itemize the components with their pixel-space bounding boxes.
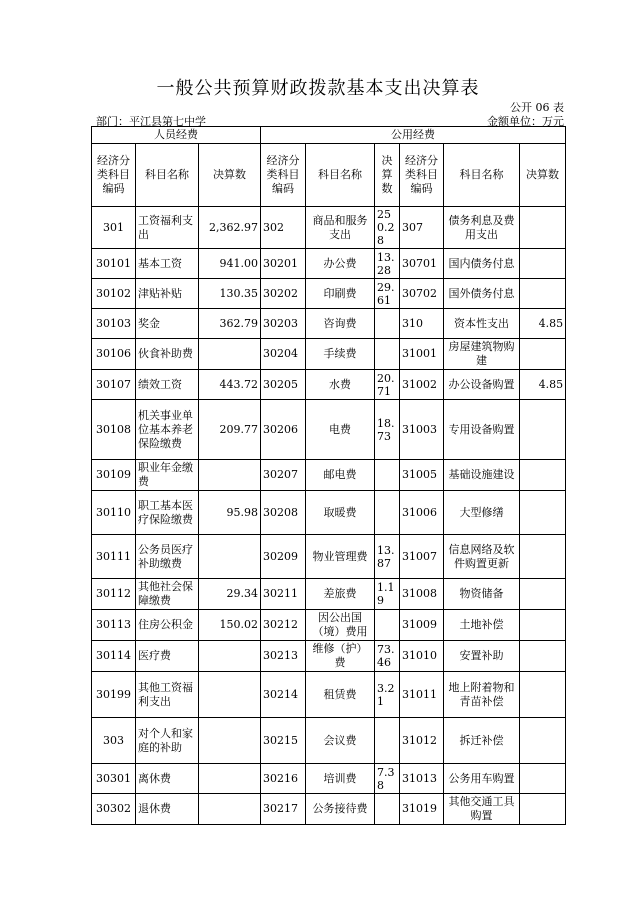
cell-amount-2: 7.38 bbox=[375, 764, 400, 794]
section-public: 公用经费 bbox=[261, 127, 566, 144]
table-row bbox=[92, 339, 566, 370]
cell-name-2: 会议费 bbox=[306, 718, 375, 764]
cell-amount-3: 4.85 bbox=[520, 370, 566, 400]
cell-amount-2 bbox=[375, 309, 400, 339]
cell-name-1: 职工基本医疗保险缴费 bbox=[136, 491, 199, 535]
header-code-3: 经济分类科目编码 bbox=[400, 144, 444, 207]
table-row bbox=[92, 460, 566, 491]
cell-name-1: 基本工资 bbox=[136, 249, 199, 279]
header-name-3: 科目名称 bbox=[444, 144, 520, 207]
cell-name-3: 国外债务付息 bbox=[444, 279, 520, 309]
cell-amount-1: 29.34 bbox=[199, 579, 261, 610]
cell-code-3: 307 bbox=[400, 207, 444, 249]
cell-amount-1 bbox=[199, 641, 261, 672]
cell-amount-1: 95.98 bbox=[199, 491, 261, 535]
cell-code-1: 30111 bbox=[92, 535, 136, 579]
cell-name-1: 离休费 bbox=[136, 764, 199, 794]
cell-amount-2: 3.21 bbox=[375, 672, 400, 718]
cell-name-2: 培训费 bbox=[306, 764, 375, 794]
cell-name-3: 拆迁补偿 bbox=[444, 718, 520, 764]
table-row bbox=[92, 491, 566, 535]
page-title: 一般公共预算财政拨款基本支出决算表 bbox=[156, 78, 480, 99]
table-row bbox=[92, 249, 566, 279]
cell-amount-1: 130.35 bbox=[199, 279, 261, 309]
cell-code-1: 30101 bbox=[92, 249, 136, 279]
cell-amount-3 bbox=[520, 339, 566, 370]
cell-amount-1: 2,362.97 bbox=[199, 207, 261, 249]
table-row bbox=[92, 764, 566, 794]
cell-code-1: 30103 bbox=[92, 309, 136, 339]
cell-code-3: 31006 bbox=[400, 491, 444, 535]
cell-code-1: 301 bbox=[92, 207, 136, 249]
table-row bbox=[92, 370, 566, 400]
cell-name-1: 伙食补助费 bbox=[136, 339, 199, 370]
cell-code-1: 30106 bbox=[92, 339, 136, 370]
cell-code-3: 310 bbox=[400, 309, 444, 339]
cell-name-2: 差旅费 bbox=[306, 579, 375, 610]
cell-code-3: 31003 bbox=[400, 400, 444, 460]
cell-code-1: 30109 bbox=[92, 460, 136, 491]
cell-code-3: 30702 bbox=[400, 279, 444, 309]
cell-name-2: 租赁费 bbox=[306, 672, 375, 718]
cell-amount-3 bbox=[520, 207, 566, 249]
cell-name-3: 专用设备购置 bbox=[444, 400, 520, 460]
cell-amount-3 bbox=[520, 672, 566, 718]
cell-name-3: 地上附着物和青苗补偿 bbox=[444, 672, 520, 718]
department-label: 部门：平江县第七中学 bbox=[96, 115, 206, 128]
cell-name-3: 资本性支出 bbox=[444, 309, 520, 339]
cell-amount-3 bbox=[520, 718, 566, 764]
cell-name-3: 房屋建筑物购建 bbox=[444, 339, 520, 370]
cell-amount-1 bbox=[199, 764, 261, 794]
cell-name-3: 安置补助 bbox=[444, 641, 520, 672]
cell-code-3: 31005 bbox=[400, 460, 444, 491]
cell-name-1: 公务员医疗补助缴费 bbox=[136, 535, 199, 579]
table-row bbox=[92, 672, 566, 718]
cell-name-2: 物业管理费 bbox=[306, 535, 375, 579]
cell-code-3: 31002 bbox=[400, 370, 444, 400]
cell-code-2: 30203 bbox=[261, 309, 306, 339]
cell-amount-1: 209.77 bbox=[199, 400, 261, 460]
cell-name-1: 津贴补贴 bbox=[136, 279, 199, 309]
table-row bbox=[92, 718, 566, 764]
cell-code-2: 30204 bbox=[261, 339, 306, 370]
cell-amount-3 bbox=[520, 279, 566, 309]
cell-name-1: 奖金 bbox=[136, 309, 199, 339]
cell-amount-1: 362.79 bbox=[199, 309, 261, 339]
cell-code-1: 30301 bbox=[92, 764, 136, 794]
cell-code-3: 31008 bbox=[400, 579, 444, 610]
cell-amount-1 bbox=[199, 718, 261, 764]
cell-code-2: 30215 bbox=[261, 718, 306, 764]
unit-label: 金额单位：万元 bbox=[487, 115, 564, 128]
cell-amount-3 bbox=[520, 400, 566, 460]
cell-name-2: 印刷费 bbox=[306, 279, 375, 309]
cell-amount-2: 20.71 bbox=[375, 370, 400, 400]
cell-name-3: 其他交通工具购置 bbox=[444, 794, 520, 825]
cell-amount-3 bbox=[520, 491, 566, 535]
cell-amount-2: 1.19 bbox=[375, 579, 400, 610]
cell-code-3: 31019 bbox=[400, 794, 444, 825]
cell-amount-3 bbox=[520, 641, 566, 672]
cell-name-2: 公务接待费 bbox=[306, 794, 375, 825]
section-personnel: 人员经费 bbox=[92, 127, 261, 144]
cell-amount-2: 13.28 bbox=[375, 249, 400, 279]
cell-name-1: 医疗费 bbox=[136, 641, 199, 672]
cell-code-2: 30212 bbox=[261, 610, 306, 641]
table-body bbox=[92, 207, 566, 825]
cell-code-3: 31012 bbox=[400, 718, 444, 764]
cell-name-1: 工资福利支出 bbox=[136, 207, 199, 249]
cell-code-2: 30207 bbox=[261, 460, 306, 491]
cell-amount-1: 150.02 bbox=[199, 610, 261, 641]
cell-code-2: 30202 bbox=[261, 279, 306, 309]
cell-amount-3 bbox=[520, 249, 566, 279]
cell-amount-1 bbox=[199, 672, 261, 718]
cell-amount-1: 443.72 bbox=[199, 370, 261, 400]
table-row bbox=[92, 309, 566, 339]
cell-code-1: 30107 bbox=[92, 370, 136, 400]
cell-code-1: 30110 bbox=[92, 491, 136, 535]
cell-amount-3 bbox=[520, 794, 566, 825]
cell-code-3: 31007 bbox=[400, 535, 444, 579]
header-name-2: 科目名称 bbox=[306, 144, 375, 207]
form-code: 公开 06 表 bbox=[510, 101, 564, 114]
cell-name-1: 其他社会保障缴费 bbox=[136, 579, 199, 610]
cell-name-2: 手续费 bbox=[306, 339, 375, 370]
cell-code-2: 302 bbox=[261, 207, 306, 249]
cell-code-1: 30113 bbox=[92, 610, 136, 641]
cell-name-2: 邮电费 bbox=[306, 460, 375, 491]
cell-code-1: 30102 bbox=[92, 279, 136, 309]
cell-name-3: 信息网络及软件购置更新 bbox=[444, 535, 520, 579]
table-row bbox=[92, 207, 566, 249]
cell-amount-2 bbox=[375, 339, 400, 370]
cell-code-3: 31011 bbox=[400, 672, 444, 718]
cell-name-2: 电费 bbox=[306, 400, 375, 460]
table-row bbox=[92, 794, 566, 825]
cell-name-1: 机关事业单位基本养老保险缴费 bbox=[136, 400, 199, 460]
cell-code-2: 30217 bbox=[261, 794, 306, 825]
cell-name-1: 对个人和家庭的补助 bbox=[136, 718, 199, 764]
cell-code-2: 30205 bbox=[261, 370, 306, 400]
cell-code-1: 30302 bbox=[92, 794, 136, 825]
cell-amount-2 bbox=[375, 610, 400, 641]
cell-name-3: 土地补偿 bbox=[444, 610, 520, 641]
cell-amount-2: 13.87 bbox=[375, 535, 400, 579]
cell-amount-3 bbox=[520, 460, 566, 491]
cell-name-1: 退休费 bbox=[136, 794, 199, 825]
cell-name-1: 其他工资福利支出 bbox=[136, 672, 199, 718]
cell-amount-2 bbox=[375, 460, 400, 491]
cell-name-2: 水费 bbox=[306, 370, 375, 400]
cell-amount-3 bbox=[520, 579, 566, 610]
cell-amount-2: 29.61 bbox=[375, 279, 400, 309]
cell-code-3: 31001 bbox=[400, 339, 444, 370]
cell-amount-3 bbox=[520, 764, 566, 794]
cell-amount-2: 250.28 bbox=[375, 207, 400, 249]
header-name-1: 科目名称 bbox=[136, 144, 199, 207]
cell-code-2: 30211 bbox=[261, 579, 306, 610]
cell-code-2: 30206 bbox=[261, 400, 306, 460]
table-row bbox=[92, 641, 566, 672]
table-row bbox=[92, 610, 566, 641]
cell-amount-2: 18.73 bbox=[375, 400, 400, 460]
cell-amount-1 bbox=[199, 535, 261, 579]
table-row bbox=[92, 279, 566, 309]
cell-name-2: 因公出国（境）费用 bbox=[306, 610, 375, 641]
expenditure-table bbox=[91, 126, 566, 825]
cell-code-3: 31013 bbox=[400, 764, 444, 794]
table-row bbox=[92, 535, 566, 579]
cell-code-3: 30701 bbox=[400, 249, 444, 279]
cell-name-3: 物资储备 bbox=[444, 579, 520, 610]
table-row bbox=[92, 400, 566, 460]
cell-amount-3 bbox=[520, 610, 566, 641]
cell-code-3: 31009 bbox=[400, 610, 444, 641]
cell-name-2: 维修（护）费 bbox=[306, 641, 375, 672]
cell-amount-1 bbox=[199, 339, 261, 370]
cell-name-2: 咨询费 bbox=[306, 309, 375, 339]
cell-code-1: 30112 bbox=[92, 579, 136, 610]
cell-amount-1 bbox=[199, 794, 261, 825]
header-amount-1: 决算数 bbox=[199, 144, 261, 207]
cell-name-1: 绩效工资 bbox=[136, 370, 199, 400]
header-code-2: 经济分类科目编码 bbox=[261, 144, 306, 207]
cell-name-1: 职业年金缴费 bbox=[136, 460, 199, 491]
header-code-1: 经济分类科目编码 bbox=[92, 144, 136, 207]
cell-code-2: 30214 bbox=[261, 672, 306, 718]
cell-amount-2 bbox=[375, 794, 400, 825]
cell-code-1: 303 bbox=[92, 718, 136, 764]
cell-name-3: 债务利息及费用支出 bbox=[444, 207, 520, 249]
cell-code-3: 31010 bbox=[400, 641, 444, 672]
cell-amount-2 bbox=[375, 718, 400, 764]
cell-amount-3: 4.85 bbox=[520, 309, 566, 339]
cell-amount-1: 941.00 bbox=[199, 249, 261, 279]
cell-amount-2 bbox=[375, 491, 400, 535]
cell-name-3: 大型修缮 bbox=[444, 491, 520, 535]
cell-name-3: 基础设施建设 bbox=[444, 460, 520, 491]
cell-amount-1 bbox=[199, 460, 261, 491]
cell-code-2: 30216 bbox=[261, 764, 306, 794]
cell-code-2: 30209 bbox=[261, 535, 306, 579]
cell-code-2: 30201 bbox=[261, 249, 306, 279]
header-amount-2: 决算数 bbox=[375, 144, 400, 207]
cell-code-1: 30199 bbox=[92, 672, 136, 718]
cell-name-2: 商品和服务支出 bbox=[306, 207, 375, 249]
cell-name-3: 办公设备购置 bbox=[444, 370, 520, 400]
table-row bbox=[92, 579, 566, 610]
cell-code-1: 30108 bbox=[92, 400, 136, 460]
header-amount-3: 决算数 bbox=[520, 144, 566, 207]
cell-name-3: 公务用车购置 bbox=[444, 764, 520, 794]
cell-code-1: 30114 bbox=[92, 641, 136, 672]
cell-name-3: 国内债务付息 bbox=[444, 249, 520, 279]
cell-amount-3 bbox=[520, 535, 566, 579]
cell-code-2: 30208 bbox=[261, 491, 306, 535]
cell-code-2: 30213 bbox=[261, 641, 306, 672]
cell-amount-2: 73.46 bbox=[375, 641, 400, 672]
cell-name-2: 办公费 bbox=[306, 249, 375, 279]
cell-name-2: 取暖费 bbox=[306, 491, 375, 535]
cell-name-1: 住房公积金 bbox=[136, 610, 199, 641]
